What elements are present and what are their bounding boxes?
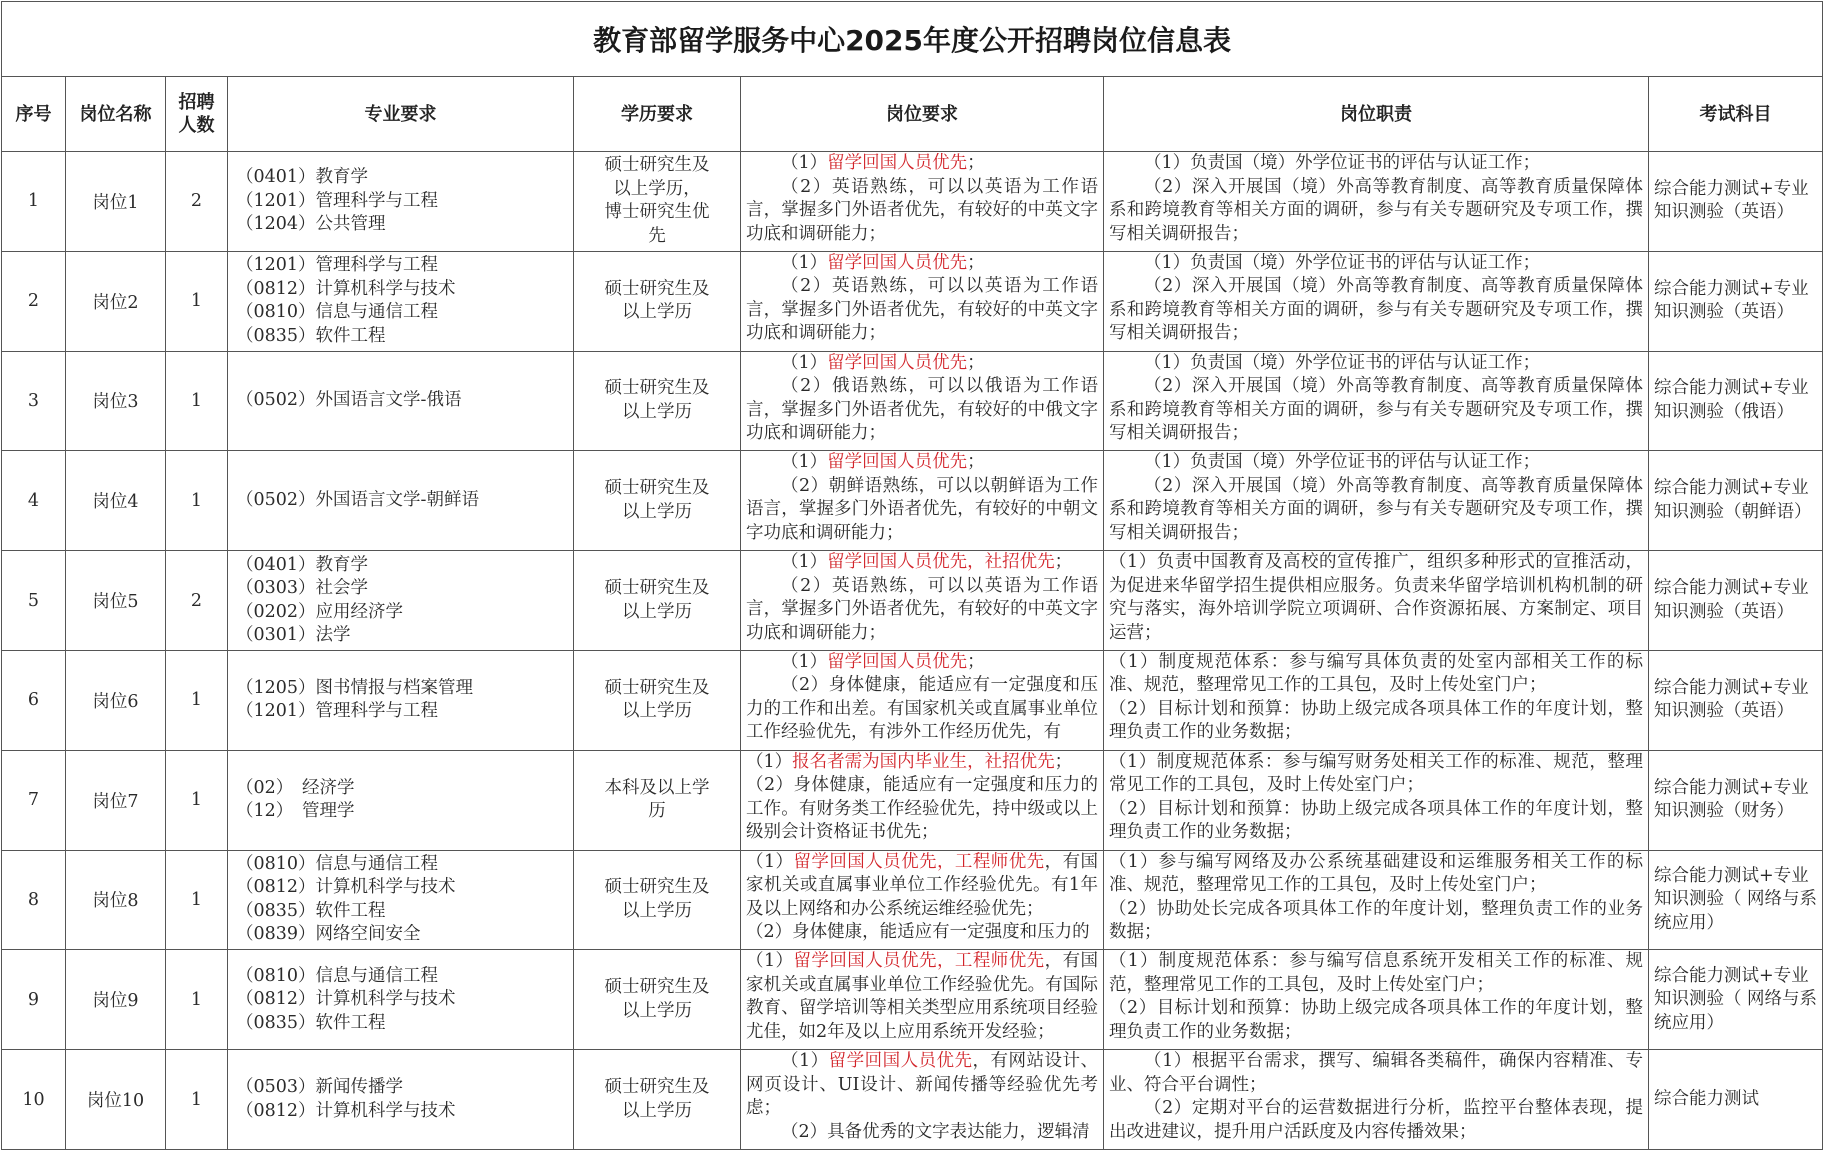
cell-exam-subjects: 综合能力测试+专业知识测验（英语） [1649,251,1823,351]
cell-requirements [741,351,1104,451]
cell-exam-subjects: 综合能力测试+专业知识测验（财务） [1649,750,1823,850]
header-headcount [166,77,228,152]
major-item: （0202）应用经济学 [236,601,404,622]
major-item: （0812）计算机科学与技术 [236,989,456,1010]
major-item: （12） 管理学 [236,801,355,822]
major-item: （0835）软件工程 [236,1012,386,1033]
requirement-text: ； [967,651,985,672]
requirement-text: ； [967,452,985,473]
requirement-text: （2）具备优秀的文字表达能力，逻辑清 [781,1121,1090,1142]
duty-item: （1）负责国（境）外学位证书的评估与认证工作； [1144,452,1541,473]
cell-position-name: 岗位6 [66,650,166,750]
major-item: （0812）计算机科学与技术 [236,877,456,898]
header-headcount-line: 人数 [178,115,215,136]
requirement-highlight: 留学回国人员优先 [828,1051,973,1072]
requirement-highlight: 留学回国人员优先 [827,153,968,173]
cell-exam-subjects: 综合能力测试 [1649,1050,1823,1150]
education-line: 博士研究生优 [604,202,710,223]
requirement-text: （1） [781,1051,829,1072]
cell-requirements [741,451,1104,551]
recruitment-table [1,1,1823,1150]
education-line: 硕士研究生及 [604,478,710,499]
cell-seq: 7 [2,750,66,850]
cell-exam-subjects: 综合能力测试+专业知识测验（英语） [1649,551,1823,651]
cell-headcount: 1 [166,351,228,451]
duty-item: （1）负责中国教育及高校的宣传推广，组织多种形式的宣推活动，为促进来华留学招生提供相应服务。负责来华留学培训机构机制的研究与落实，海外培训学院立项调研、合作资源拓展、方案制定、项目运营； [1109,552,1643,643]
requirement-text: （2）英语熟练，可以以英语为工作语言，掌握多门外语者优先，有较好的中英文字功底和调研能力； [746,575,1098,643]
cell-requirements [741,551,1104,651]
major-item: （0812）计算机科学与技术 [236,1100,456,1121]
duty-item: （2）深入开展国（境）外高等教育制度、高等教育质量保障体系和跨境教育等相关方面的调研，参与有关专题研究及专项工作，撰写相关调研报告； [1109,376,1643,444]
education-line: 以上学历 [622,601,692,622]
cell-majors [228,451,574,551]
education-line: 以上学历 [622,1100,692,1121]
cell-education [574,152,741,252]
cell-headcount: 1 [166,750,228,850]
header-major-requirement: 专业要求 [228,77,574,152]
education-line: 硕士研究生及 [604,155,710,176]
duty-item: （2）深入开展国（境）外高等教育制度、高等教育质量保障体系和跨境教育等相关方面的调研，参与有关专题研究及专项工作，撰写相关调研报告； [1109,176,1643,244]
cell-seq: 9 [2,950,66,1050]
major-item: （0835）软件工程 [236,900,386,921]
requirement-text: （1） [781,352,828,373]
requirement-highlight: 留学回国人员优先，工程师优先 [793,951,1045,972]
table-row [2,1050,1823,1150]
cell-majors [228,750,574,850]
cell-headcount: 1 [166,251,228,351]
table-row [2,750,1823,850]
duty-item: （2）定期对平台的运营数据进行分析，监控平台整体表现，提出改进建议，提升用户活跃度及内容传播效果； [1109,1098,1643,1142]
education-line: 以上学历， [613,178,701,199]
education-line: 以上学历 [622,302,692,323]
duty-item: （2）深入开展国（境）外高等教育制度、高等教育质量保障体系和跨境教育等相关方面的调研，参与有关专题研究及专项工作，撰写相关调研报告； [1109,475,1643,543]
requirement-item [746,1121,1098,1145]
cell-exam-subjects: 综合能力测试+专业知识测验（ 网络与系统应用） [1649,950,1823,1050]
requirement-item [746,551,1098,575]
cell-majors [228,650,574,750]
cell-education [574,351,741,451]
requirement-text: （1） [746,951,794,972]
education-line: 硕士研究生及 [604,677,710,698]
cell-duties [1104,351,1649,451]
requirement-item [746,352,1098,376]
major-item: （0810）信息与通信工程 [236,965,439,986]
requirement-text: （1） [746,751,793,772]
cell-seq: 5 [2,551,66,651]
cell-requirements [741,1050,1104,1150]
major-item: （0503）新闻传播学 [236,1077,404,1098]
duty-item: （1）负责国（境）外学位证书的评估与认证工作； [1144,352,1541,373]
cell-duties [1104,152,1649,252]
duty-item: （1）制度规范体系：参与编写财务处相关工作的标准、规范，整理常见工作的工具包，及时上传处室门户； [1109,751,1643,796]
cell-position-name: 岗位10 [66,1050,166,1150]
requirement-item [746,252,1098,276]
duty-item: （2）目标计划和预算：协助上级完成各项具体工作的年度计划，整理负责工作的业务数据； [1109,798,1643,843]
education-line: 历 [648,801,666,822]
requirement-text: （2）英语熟练，可以以英语为工作语言，掌握多门外语者优先，有较好的中英文字功底和调研能力； [746,176,1098,244]
requirement-text: ，有网站设计、网页设计、UI设计、新闻传播等经验优先考虑； [746,1051,1098,1119]
cell-education [574,750,741,850]
cell-exam-subjects: 综合能力测试+专业知识测验（俄语） [1649,351,1823,451]
major-item: （0810）信息与通信工程 [236,302,439,323]
table-row [2,451,1823,551]
table-title: 教育部留学服务中心2025年度公开招聘岗位信息表 [2,2,1823,77]
requirement-text: （2）俄语熟练，可以以俄语为工作语言，掌握多门外语者优先，有较好的中俄文字功底和调研能力； [746,376,1098,444]
requirement-highlight: 留学回国人员优先 [827,352,968,373]
education-line: 硕士研究生及 [604,977,710,998]
requirement-text: （1） [781,651,828,672]
cell-headcount: 1 [166,451,228,551]
requirement-item [746,451,1098,475]
duty-item: （2）协助处长完成各项具体工作的年度计划，整理负责工作的业务数据； [1109,898,1643,943]
requirement-text: （2）朝鲜语熟练，可以以朝鲜语为工作语言，掌握多门外语者优先，有较好的中朝文字功底和调研能力； [746,475,1098,543]
duty-item: （1）制度规范体系：参与编写信息系统开发相关工作的标准、规范，整理常见工作的工具包，及时上传处室门户； [1109,951,1643,995]
requirement-item [746,152,1098,176]
header-exam-subjects: 考试科目 [1649,77,1823,152]
requirement-text: （2）英语熟练，可以以英语为工作语言，掌握多门外语者优先，有较好的中英文字功底和调研能力； [746,276,1098,344]
duty-item: （1）根据平台需求，撰写、编辑各类稿件，确保内容精准、专业、符合平台调性； [1109,1051,1643,1095]
cell-majors [228,551,574,651]
cell-education [574,1050,741,1150]
header-position-duties: 岗位职责 [1104,77,1649,152]
education-line: 以上学历 [622,900,692,921]
duty-item: （2）深入开展国（境）外高等教育制度、高等教育质量保障体系和跨境教育等相关方面的调研，参与有关专题研究及专项工作，撰写相关调研报告； [1109,276,1643,344]
requirement-item [746,575,1098,646]
cell-majors [228,950,574,1050]
table-row [2,351,1823,451]
education-line: 硕士研究生及 [604,278,710,299]
major-item: （0502）外国语言文学-俄语 [236,390,462,411]
requirement-text: （2）身体健康，能适应有一定强度和压力的工作。有财务类工作经验优先，持中级或以上级别会计资格证书优先； [746,775,1098,843]
requirement-item [746,851,1098,922]
education-line: 先 [648,225,666,246]
cell-requirements [741,950,1104,1050]
major-item: （0810）信息与通信工程 [236,853,439,874]
cell-majors [228,152,574,252]
requirement-text: （1） [781,252,828,273]
cell-education [574,551,741,651]
major-item: （0401）教育学 [236,167,369,188]
cell-duties [1104,1050,1649,1150]
cell-position-name: 岗位5 [66,551,166,651]
major-item: （0301）法学 [236,625,351,646]
requirement-highlight: 留学回国人员优先 [827,252,968,273]
table-row [2,850,1823,950]
education-line: 硕士研究生及 [604,578,710,599]
cell-education [574,950,741,1050]
duty-item: （2）目标计划和预算：协助上级完成各项具体工作的年度计划，整理负责工作的业务数据； [1109,698,1643,743]
duty-item: （1）制度规范体系：参与编写具体负责的处室内部相关工作的标准、规范，整理常见工作的工具包，及时上传处室门户； [1109,651,1643,696]
cell-duties [1104,950,1649,1050]
cell-seq: 10 [2,1050,66,1150]
cell-education [574,650,741,750]
cell-requirements [741,152,1104,252]
duty-item: （2）目标计划和预算：协助上级完成各项具体工作的年度计划，整理负责工作的业务数据； [1109,998,1643,1042]
cell-seq: 4 [2,451,66,551]
cell-requirements [741,251,1104,351]
cell-majors [228,251,574,351]
cell-majors [228,850,574,950]
cell-seq: 2 [2,251,66,351]
requirement-highlight: 报名者需为国内毕业生，社招优先 [792,751,1055,772]
cell-requirements [741,650,1104,750]
cell-headcount: 1 [166,850,228,950]
cell-education [574,850,741,950]
education-line: 以上学历 [622,1000,692,1021]
table-row [2,551,1823,651]
cell-exam-subjects: 综合能力测试+专业知识测验（英语） [1649,650,1823,750]
cell-duties [1104,850,1649,950]
requirement-text: （1） [781,153,828,173]
cell-position-name: 岗位8 [66,850,166,950]
cell-position-name: 岗位3 [66,351,166,451]
cell-seq: 1 [2,152,66,252]
requirement-text: （2）身体健康，能适应有一定强度和压力的 [746,922,1090,943]
cell-seq: 8 [2,850,66,950]
major-item: （0401）教育学 [236,554,369,575]
header-headcount-line: 招聘 [178,91,215,113]
requirement-item [746,651,1098,675]
requirement-text: （1） [746,851,794,872]
cell-position-name: 岗位1 [66,152,166,252]
major-item: （1201）管理科学与工程 [236,701,439,722]
requirement-item [746,475,1098,546]
requirement-highlight: 留学回国人员优先，工程师优先 [793,851,1045,872]
header-seq: 序号 [2,77,66,152]
cell-headcount: 1 [166,650,228,750]
cell-duties [1104,750,1649,850]
requirement-text: （2）身体健康，能适应有一定强度和压力的工作和出差。有国家机关或直属事业单位工作经验优先，有涉外工作经历优先，有 [746,675,1098,743]
education-line: 以上学历 [622,401,692,422]
cell-requirements [741,850,1104,950]
cell-position-name: 岗位9 [66,950,166,1050]
major-item: （0812）计算机科学与技术 [236,278,456,299]
table-row [2,152,1823,252]
requirement-item [746,674,1098,745]
requirement-highlight: 留学回国人员优先 [827,651,968,672]
cell-requirements [741,750,1104,850]
cell-headcount: 2 [166,152,228,252]
cell-headcount: 2 [166,551,228,651]
major-item: （0835）软件工程 [236,325,386,346]
header-education-requirement: 学历要求 [574,77,741,152]
requirement-item [746,950,1098,1044]
requirement-text: ； [967,352,985,373]
cell-majors [228,1050,574,1150]
requirement-highlight: 留学回国人员优先 [827,452,968,473]
requirement-text: ； [967,153,985,173]
requirement-item [746,774,1098,845]
cell-duties [1104,650,1649,750]
major-item: （0502）外国语言文学-朝鲜语 [236,490,479,511]
requirement-text: ； [1054,751,1073,772]
education-line: 以上学历 [622,501,692,522]
duty-item: （1）参与编写网络及办公系统基础建设和运维服务相关工作的标准、规范，整理常见工作的工具包，及时上传处室门户； [1109,851,1643,896]
header-position-requirement: 岗位要求 [741,77,1104,152]
major-item: （0839）网络空间安全 [236,924,421,945]
cell-duties [1104,451,1649,551]
cell-headcount: 1 [166,1050,228,1150]
header-position-name: 岗位名称 [66,77,166,152]
table-body [2,152,1823,1150]
education-line: 以上学历 [622,701,692,722]
education-line: 硕士研究生及 [604,378,710,399]
requirement-text: （1） [781,552,828,573]
requirement-text: （1） [781,452,828,473]
education-line: 硕士研究生及 [604,1077,710,1098]
cell-exam-subjects: 综合能力测试+专业知识测验（英语） [1649,152,1823,252]
cell-duties [1104,551,1649,651]
table-row [2,650,1823,750]
major-item: （1201）管理科学与工程 [236,190,439,211]
requirement-item [746,176,1098,247]
cell-position-name: 岗位7 [66,750,166,850]
education-line: 本科及以上学 [604,777,710,798]
cell-position-name: 岗位4 [66,451,166,551]
requirement-item [746,921,1098,945]
cell-exam-subjects: 综合能力测试+专业知识测验（朝鲜语） [1649,451,1823,551]
requirement-item [746,275,1098,346]
table-row [2,950,1823,1050]
cell-duties [1104,251,1649,351]
cell-education [574,251,741,351]
requirement-text: ； [967,252,985,273]
duty-item: （1）负责国（境）外学位证书的评估与认证工作； [1144,252,1541,273]
cell-headcount: 1 [166,950,228,1050]
major-item: （02） 经济学 [236,777,355,798]
cell-majors [228,351,574,451]
cell-exam-subjects: 综合能力测试+专业知识测验（ 网络与系统应用） [1649,850,1823,950]
requirement-highlight: 留学回国人员优先，社招优先 [827,552,1055,573]
cell-position-name: 岗位2 [66,251,166,351]
major-item: （1201）管理科学与工程 [236,255,439,276]
requirement-text: ，有国家机关或直属事业单位工作经验优先。有1年及以上网络和办公系统运维经验优先； [746,851,1099,919]
cell-education [574,451,741,551]
requirement-item [746,375,1098,446]
requirement-item [746,751,1098,775]
cell-seq: 6 [2,650,66,750]
table-row [2,251,1823,351]
major-item: （0303）社会学 [236,578,369,599]
cell-seq: 3 [2,351,66,451]
major-item: （1205）图书情报与档案管理 [236,677,474,698]
duty-item: （1）负责国（境）外学位证书的评估与认证工作； [1144,153,1541,173]
major-item: （1204）公共管理 [236,214,386,235]
requirement-text: ； [1054,552,1073,573]
requirement-item [746,1050,1098,1121]
requirement-text: ，有国家机关或直属事业单位工作经验优先。有国际教育、留学培训等相关类型应用系统项目经验尤佳，如2年及以上应用系统开发经验； [746,951,1099,1042]
education-line: 硕士研究生及 [604,877,710,898]
